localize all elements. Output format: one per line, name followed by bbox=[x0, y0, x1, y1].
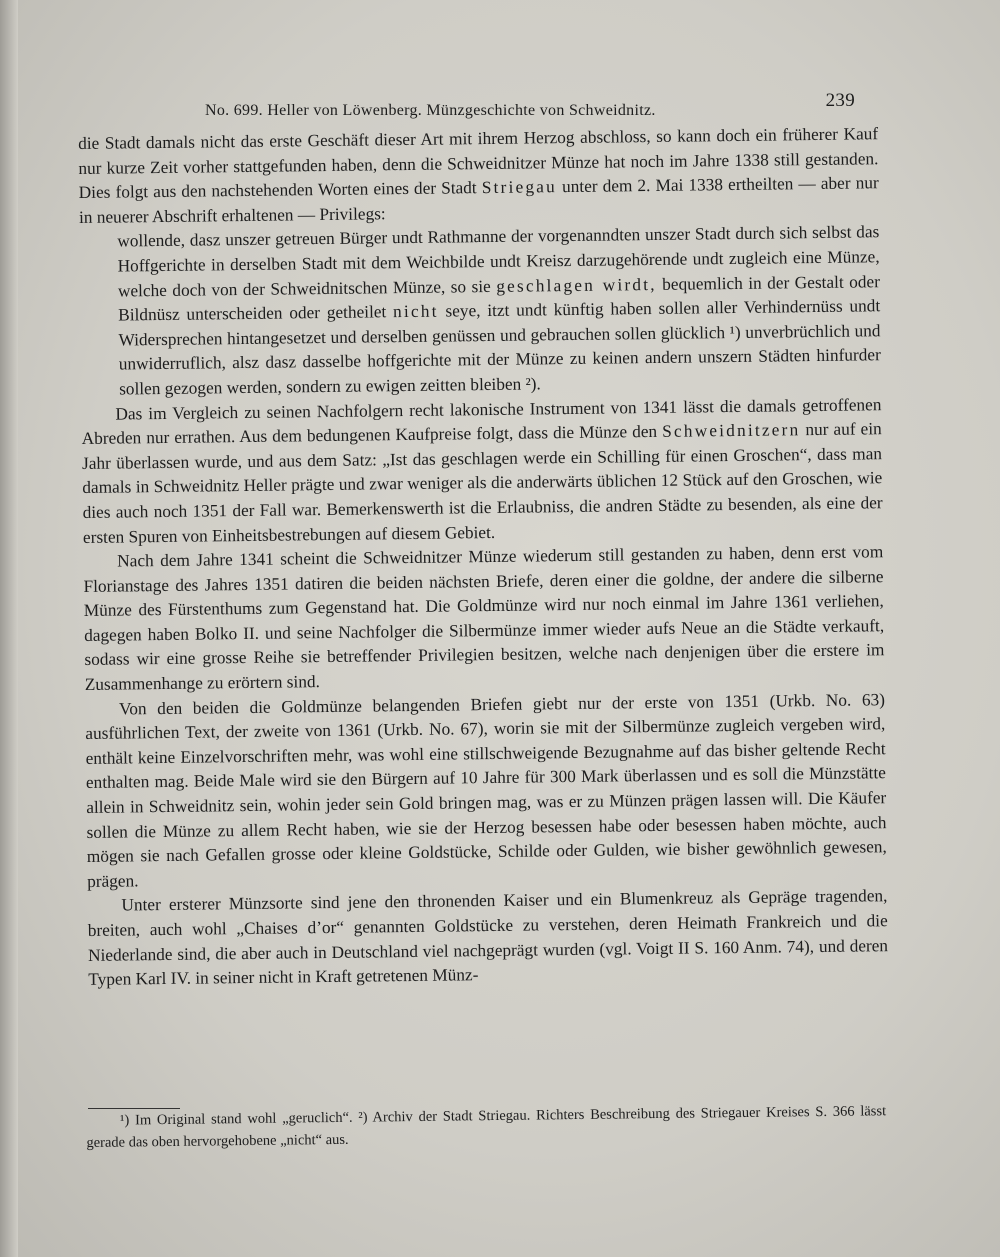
footnotes bbox=[86, 1100, 886, 1154]
paragraph-2-text-a: Das im Vergleich zu seinen Nachfolgern recht lakonische Instrument von 1341 lässt die damals getroffenen Abreden nur errathen. Aus dem bedungenen Kaufpreise folgt, dass die Münze den bbox=[81, 394, 882, 449]
spaced-word-schweidnitzern: Schweidnitzern bbox=[662, 420, 801, 442]
paragraph-1-text: die Stadt damals nicht das erste Geschäft dieser Art mit ihrem Herzog abschloss, so kann doch ein früherer Kauf nur kurze Zeit vorher stattgefunden haben, denn die Schweidnitzer Münze hat noch im Jahre 1338 still gestanden. Dies folgt aus den nachstehenden Worten eines der Stadt bbox=[78, 124, 879, 203]
paragraph-2 bbox=[81, 393, 883, 550]
paragraph-1-tail: unter dem 2. Mai 1338 ertheilten — aber nur in neuerer Abschrift erhaltenen — Privilegs: bbox=[78, 173, 879, 227]
page-header bbox=[205, 90, 855, 120]
quote-text-c: seye, itzt undt künftig haben sollen aller Verhindernüss undt Widersprechen hintangesetzet und derselben genüssen und gebrauchen sollen glücklich ¹) unverbrüchlich und unwiderruflich, alsz dasz dasselbe hoffgerichte mit der Münze zu keinen andern unszern Städten hinfurder sollen gezogen werden, sondern zu ewigen zeitten bleiben ²). bbox=[118, 296, 881, 399]
running-head: No. 699. Heller von Löwenberg. Münzgeschichte von Schweidnitz. bbox=[205, 102, 656, 119]
paragraph-3: Nach dem Jahre 1341 scheint die Schweidnitzer Münze wiederum still gestanden zu haben, denn erst vom Florianstage des Jahres 1351 datiren die beiden nächsten Briefe, deren einer die goldne, der andere die silberne Münze des Fürstenthums zum Gegenstand hat. Die Goldmünze wird nur noch einmal im Jahre 1361 verliehen, dagegen haben Bolko II. und seine Nachfolger die Silbermünze immer wieder aufs Neue an die Städte verkauft, sodass wir eine grosse Reihe sie betreffender Privilegien besitzen, welche nach denjenigen über die erstere im Zusammenhange zu erörtern sind. bbox=[83, 542, 885, 695]
paragraph-2-text-b: nur auf ein Jahr überlassen wurde, und aus dem Satz: „Ist das geschlagen werde ein Schilling für einen Groschen“, dass man damals in Schweidnitz Heller prägte und zwar weniger als die anderwärts üblichen 12 Stück auf den Groschen, wie dies auch noch 1351 der Fall war. Bemerkenswerth ist die Erlaubniss, die andren Städte zu besenden, als eine der ersten Spuren von Einheitsbestrebungen auf diesem Gebiet. bbox=[81, 419, 883, 547]
page-number: 239 bbox=[825, 90, 855, 111]
body-text bbox=[78, 122, 888, 992]
spaced-word-striegau: Striegau bbox=[481, 177, 558, 198]
paragraph-1 bbox=[78, 122, 879, 230]
emphasis-nicht: nicht bbox=[392, 301, 439, 322]
quote-text-a: wollende, dasz unszer getreuen Bürger undt Rathmanne der vorgenanndten unszer Stadt durch sich selbst das Hoffgerichte in derselben Stadt mit dem Weichbilde undt Kreisz darzugehörende undt zugleich eine Münze, welche doch von der Schweidnitschen Münze, so sie bbox=[117, 222, 880, 301]
paragraph-4: Von den beiden die Goldmünze belangenden Briefen giebt nur der erste von 1351 (Urkb. No. 63) ausführlichen Text, der zweite von 1361 (Urkb. No. 67), worin sie mit der Silbermünze zugleich vergeben wird, enthält keine Einzelvorschriften mehr, was wohl eine stillschweigende Bezugnahme auf das bisher geltende Recht enthalten mag. Beide Male wird sie den Bürgern auf 10 Jahre für 300 Mark überlassen und es soll die Münzstätte allein in Schweidnitz sein, wohin jeder sein Gold bringen mag, was er zu Münzen prägen lassen will. Die Käufer sollen die Münze zu allem Recht haben, wie sie der Herzog besessen habe oder besessen haben möchte, auch mögen sie nach Gefallen grosse oder kleine Goldstücke, Schilde oder Gulden, wie bisher gewöhnlich gewesen, prägen. bbox=[85, 689, 887, 891]
footnote-text: ¹) Im Original stand wohl „geruclich“. ²) Archiv der Stadt Striegau. Richters Beschreibung des Striegauer Kreises S. 366 lässt gerade das oben hervorgehobene „nicht“ aus. bbox=[86, 1103, 887, 1151]
quote-text-b: bequemlich in der Gestalt oder Bildnüsz unterscheiden oder getheilet bbox=[118, 271, 880, 325]
privilege-quote bbox=[79, 221, 881, 403]
paragraph-5: Unter ersterer Münzsorte sind jene den thronenden Kaiser und ein Blumenkreuz als Gepräge tragenden, breiten, auch wohl „Chaises d’or“ genannten Goldstücke zu verstehen, deren Heimath Frankreich und die Niederlande sind, die aber auch in Deutschland viel nachgeprägt wurden (vgl. Voigt II S. 160 Anm. 74), und deren Typen Karl IV. in seiner nicht in Kraft getretenen Münz- bbox=[87, 886, 889, 990]
page-edge-shadow bbox=[0, 0, 18, 1257]
emphasis-geschlagen: geschlagen wirdt, bbox=[496, 274, 657, 296]
